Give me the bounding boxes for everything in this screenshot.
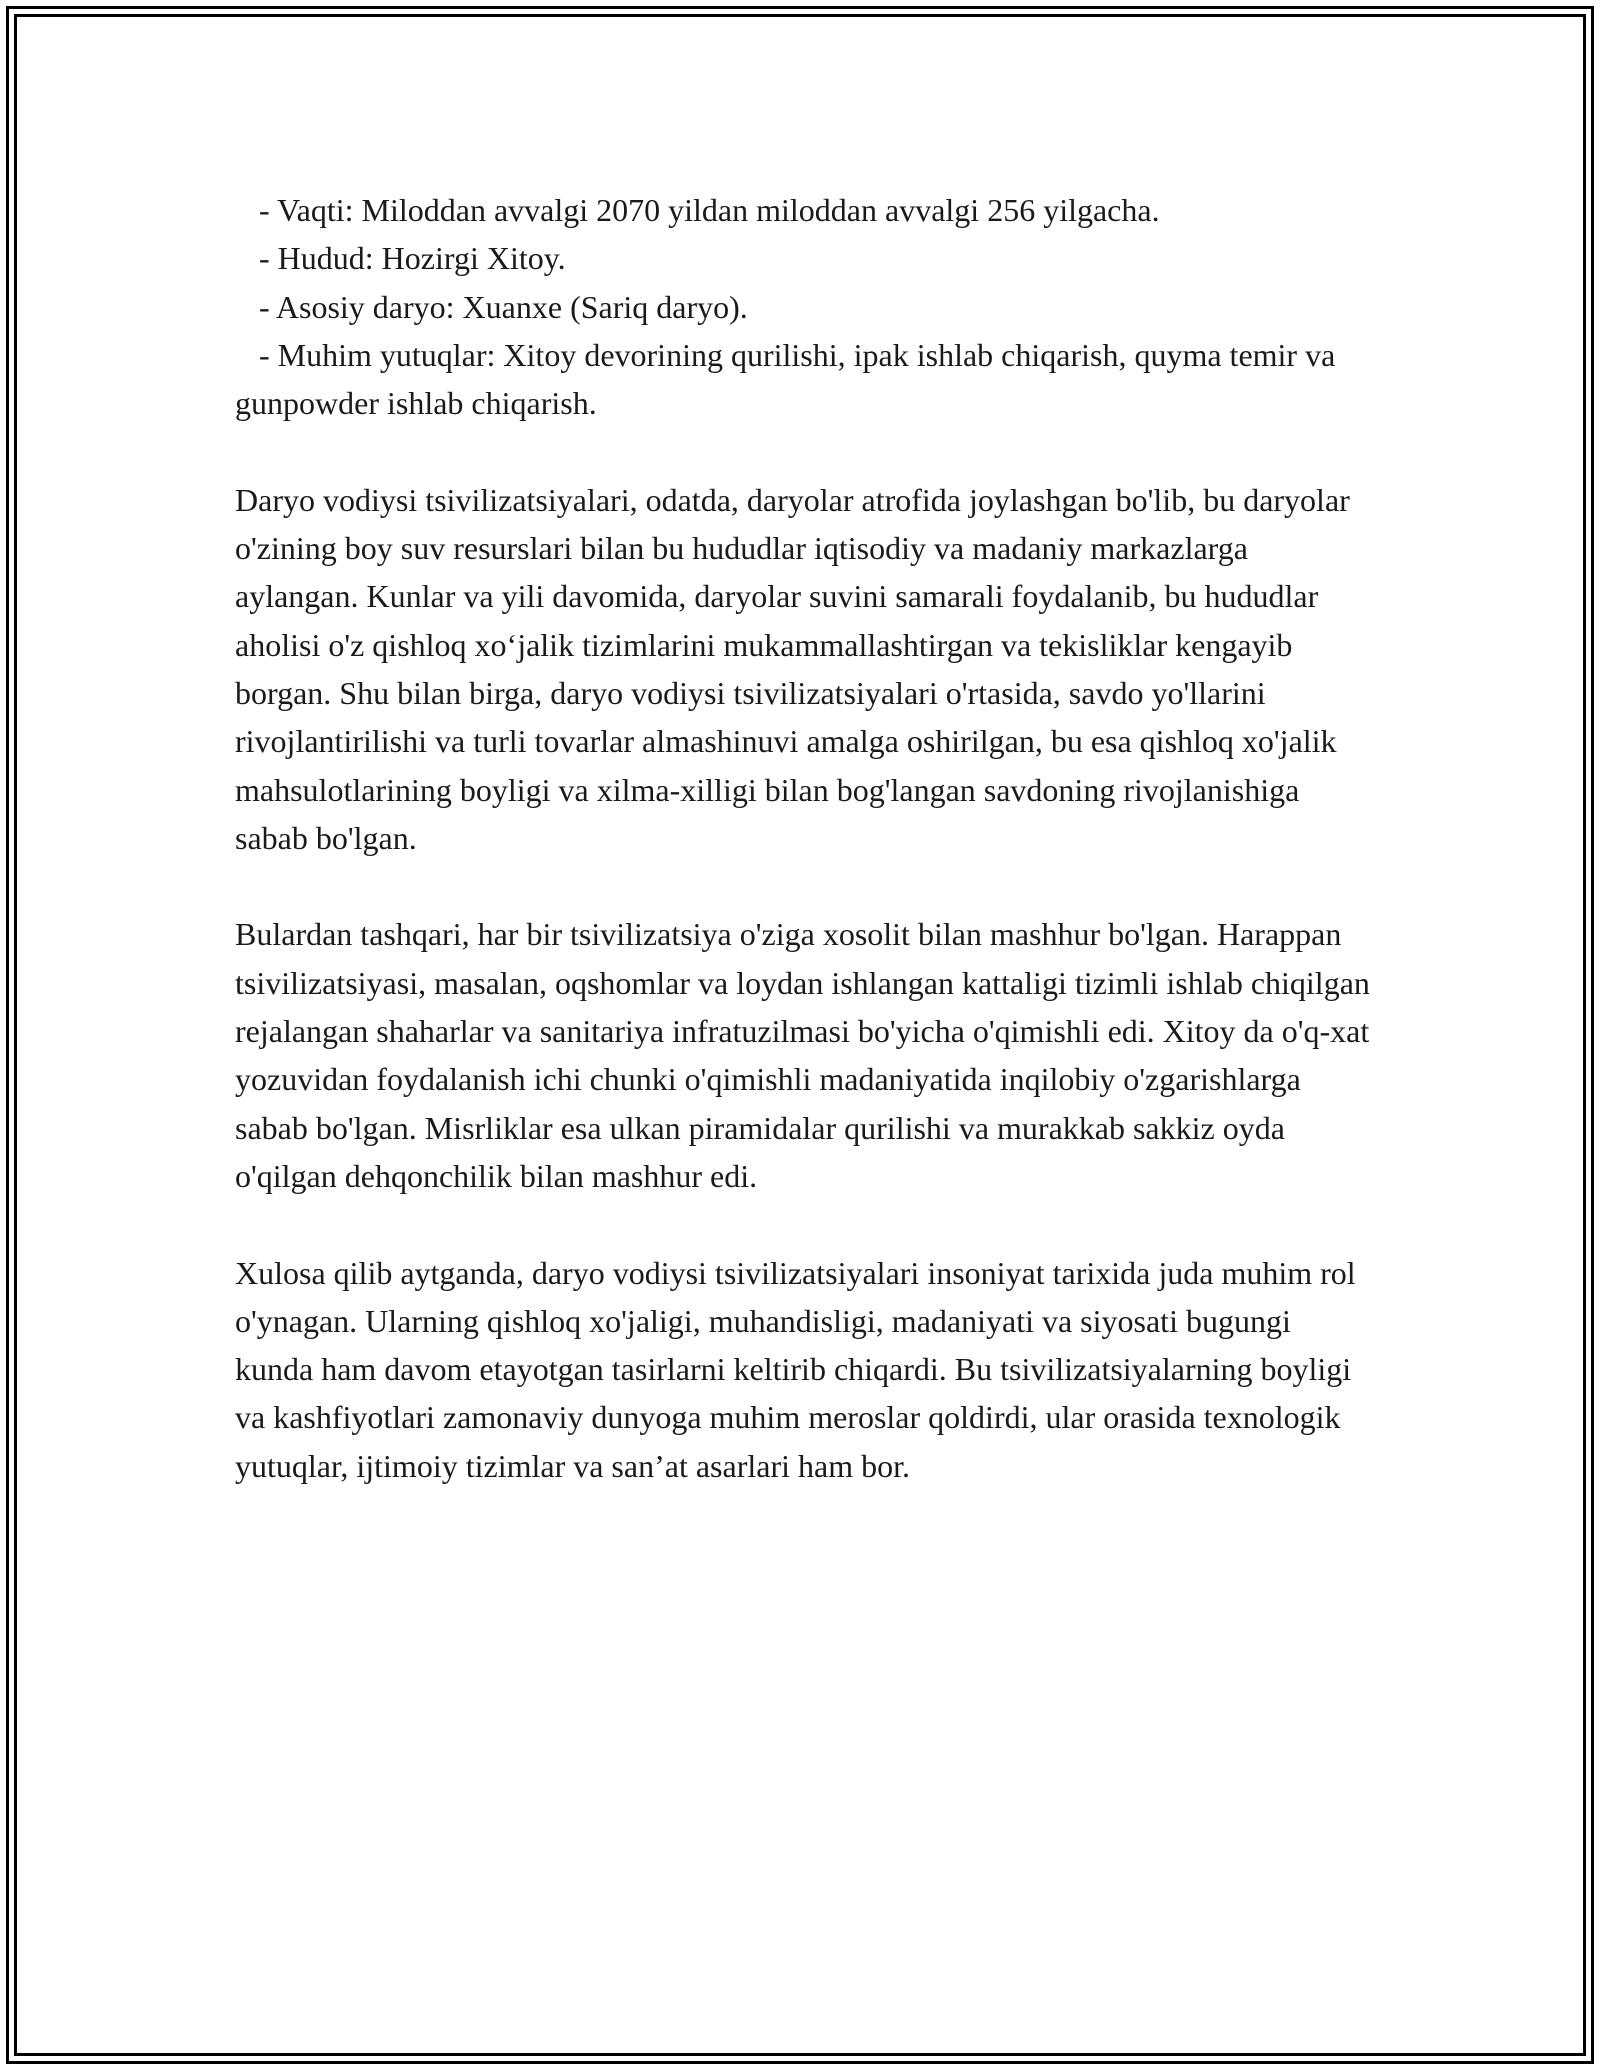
- bullet-achievements: - Muhim yutuqlar: Xitoy devorining qurilishi, ipak ishlab chiqarish, quyma temir va gunpowder ishlab chiqarish.: [235, 336, 1344, 422]
- paragraph-river-valleys: Daryo vodiysi tsivilizatsiyalari, odatda, daryolar atrofida joylashgan bo'lib, bu daryolar o'zining boy suv resurslari bilan bu hududlar iqtisodiy va madaniy markazlarga aylangan. Kunlar va yili davomida, daryolar suvini samarali foydalanib, bu hududlar aholisi o'z qishloq xo‘jalik tizimlarini mukammallashtirgan va tekisliklar kengayib borgan. Shu bilan birga, daryo vodiysi tsivilizatsiyalari o'rtasida, savdo yo'llarini rivojlantirilishi va turli tovarlar almashinuvi amalga oshirilgan, bu esa qishloq xo'jalik mahsulotlarining boyligi va xilma-xilligi bilan bog'langan savdoning rivojlanishiga sabab bo'lgan.: [235, 481, 1358, 856]
- bullet-time: - Vaqti: Miloddan avvalgi 2070 yildan miloddan avvalgi 256 yilgacha.: [235, 192, 1160, 228]
- document-body: [235, 186, 1378, 1490]
- paragraph-gap: [235, 427, 1375, 475]
- bullet-region: - Hudud: Hozirgi Xitoy.: [235, 240, 566, 277]
- paragraph-gap: [235, 862, 1375, 910]
- bullet-river: - Asosiy daryo: Xuanxe (Sariq daryo).: [235, 288, 748, 325]
- bullet-list: [235, 186, 1375, 427]
- paragraph-gap: [235, 1200, 1375, 1248]
- paragraph-distinctive-features: Bulardan tashqari, har bir tsivilizatsiya o'ziga xosolit bilan mashhur bo'lgan. Harappan tsivilizatsiyasi, masalan, oqshomlar va loydan ishlangan kattaligi tizimli ishlab chiqilgan rejalangan shaharlar va sanitariya infratuzilmasi bo'yicha o'qimishli edi. Xitoy da o'q-xat yozuvidan foydalanish ichi chunki o'qimishli madaniyatida inqilobiy o'zgarishlarga sabab bo'lgan. Misrliklar esa ulkan piramidalar qurilishi va murakkab sakkiz oyda o'qilgan dehqonchilik bilan mashhur edi.: [235, 916, 1378, 1194]
- paragraph-conclusion: Xulosa qilib aytganda, daryo vodiysi tsivilizatsiyalari insoniyat tarixida juda muhim rol o'ynagan. Ularning qishloq xo'jaligi, muhandisligi, madaniyati va siyosati bugungi kunda ham davom etayotgan tasirlarni keltirib chiqardi. Bu tsivilizatsiyalarning boyligi va kashfiyotlari zamonaviy dunyoga muhim meroslar qoldirdi, ular orasida texnologik yutuqlar, ijtimoiy tizimlar va san’at asarlari ham bor.: [235, 1254, 1364, 1484]
